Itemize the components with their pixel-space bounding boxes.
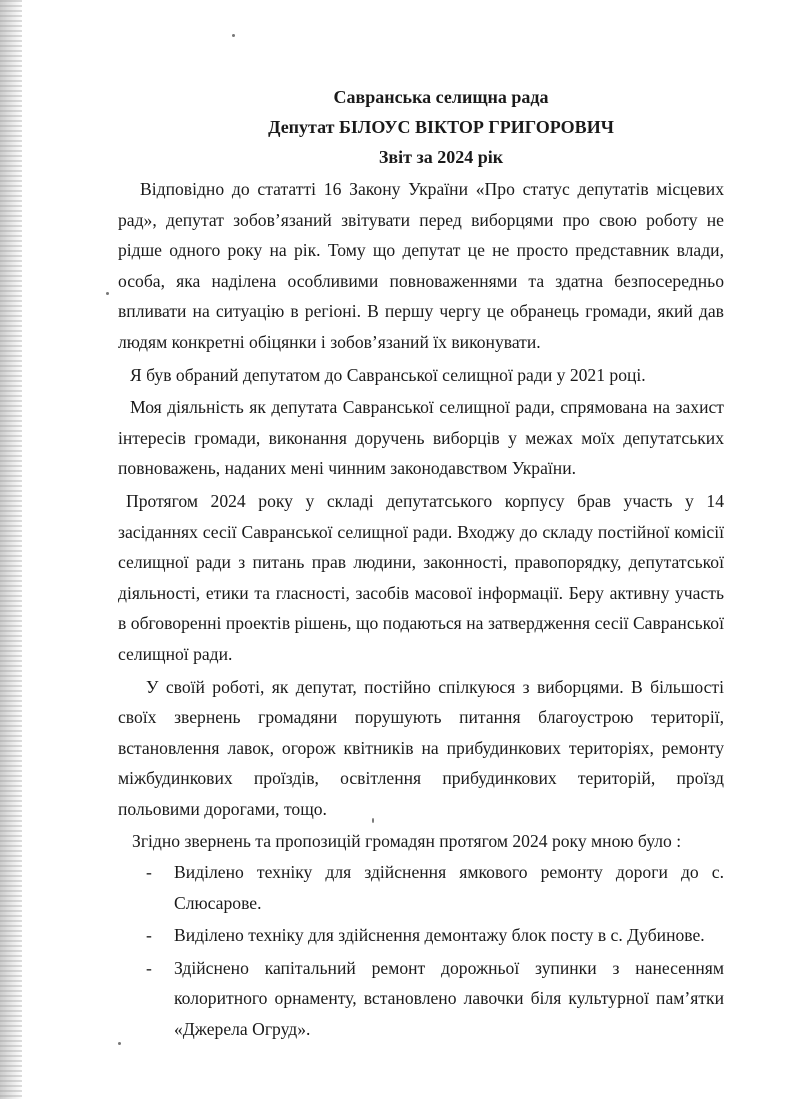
report-title: Звіт за 2024 рік bbox=[378, 147, 504, 167]
list-item-text: Виділено техніку для здійснення демонтажу блок посту в с. Дубинове. bbox=[174, 925, 705, 946]
list-item bbox=[118, 920, 724, 951]
paragraph-list-intro: Згідно звернень та пропозицій громадян протягом 2024 року мною було : bbox=[132, 831, 682, 852]
list-bullet: - bbox=[146, 925, 152, 946]
paragraph-sessions: Протягом 2024 року у складі депутатського корпусу брав участь у 14 засіданнях сесії Савранської селищної ради. Входжу до складу постійної комісії селищної ради з питань прав людини, законності, правопорядку, депутатської діяльності, етики та гласності, засобів масової інформації. Беру активну участь в обговоренні проектів рішень, що подаються на затвердження сесії Савранської селищної ради. bbox=[118, 490, 724, 664]
list-item-text: Виділено техніку для здійснення ямкового ремонту дороги до с. Слюсарове. bbox=[174, 862, 724, 913]
paragraph-voters: У своїй роботі, як депутат, постійно спілкуюся з виборцями. В більшості своїх звернень громадяни порушують питання благоустрою території, встановлення лавок, огорож квітників на прибудинкових територіях, ремонту міжбудинкових проїздів, освітлення прибудинкових територій, проїзд польовими дорогами, тощо. bbox=[118, 676, 724, 819]
scan-speck bbox=[232, 34, 235, 37]
list-bullet: - bbox=[146, 862, 152, 883]
list-item-text: Здійснено капітальний ремонт дорожньої зупинки з нанесенням колоритного орнаменту, встановлено лавочки біля культурної пам’ятки «Джерела Огруд». bbox=[174, 957, 724, 1040]
scan-edge-artifact bbox=[0, 0, 22, 1099]
paragraph-intro: Відповідно до стататті 16 Закону України «Про статус депутатів місцевих рад», депутат зобов’язаний звітувати перед виборцями про свою роботу не рідше одного року на рік. Тому що депутат це не просто представник влади, особа, яка наділена особливими повноваженнями та здатна безпосередньо впливати на ситуацію в регіоні. В першу чергу це обранець громади, який дав людям конкретні обіцянки і зобов’язаний їх виконувати. bbox=[118, 179, 724, 352]
document-page bbox=[118, 82, 724, 1047]
achievements-list bbox=[118, 857, 724, 1045]
list-bullet: - bbox=[146, 957, 152, 978]
document-header bbox=[118, 82, 724, 172]
scan-speck bbox=[106, 292, 109, 295]
list-item bbox=[118, 857, 724, 918]
council-title: Савранська селищна рада bbox=[333, 87, 549, 107]
paragraph-activity: Моя діяльність як депутата Савранської селищної ради, спрямована на захист інтересів громади, виконання доручень виборців у межах моїх депутатських повноважень, наданих мені чинним законодавством України. bbox=[118, 397, 724, 479]
deputy-title: Депутат БІЛОУС ВІКТОР ГРИГОРОВИЧ bbox=[268, 117, 614, 137]
list-item bbox=[118, 953, 724, 1045]
paragraph-elected: Я був обраний депутатом до Савранської селищної ради у 2021 році. bbox=[130, 364, 646, 385]
